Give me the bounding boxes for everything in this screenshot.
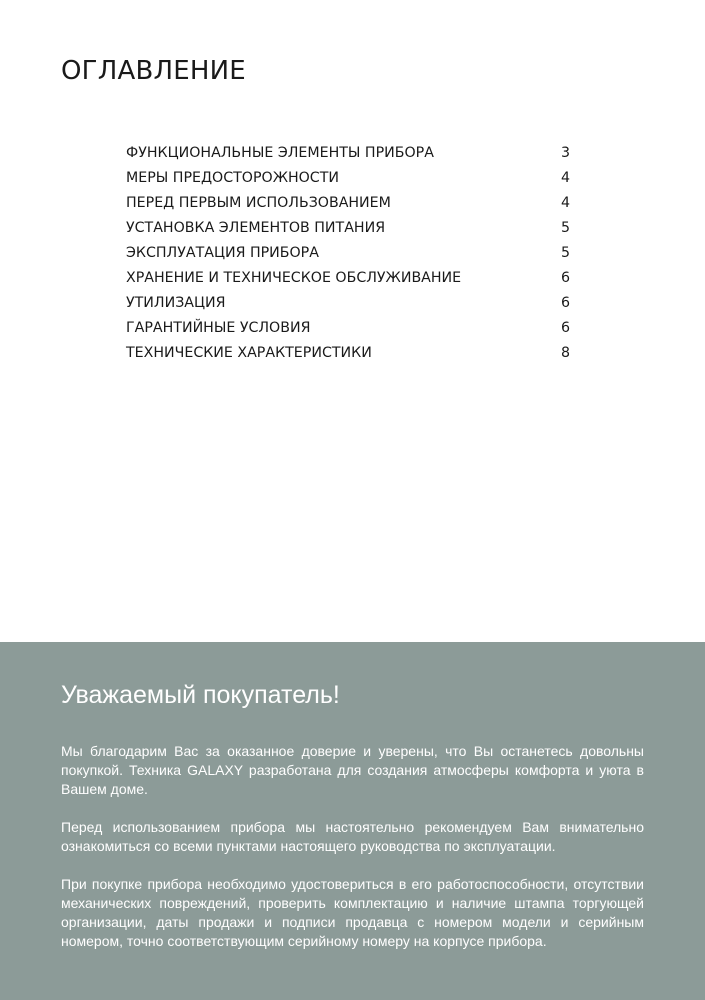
toc-entry[interactable] (126, 170, 570, 195)
toc-entry-page: 4 (560, 170, 570, 186)
toc-entry[interactable] (126, 270, 570, 295)
toc-entry-label: ПЕРЕД ПЕРВЫМ ИСПОЛЬЗОВАНИЕМ (126, 195, 391, 211)
page-title: ОГЛАВЛЕНИЕ (61, 56, 246, 86)
toc-entry-page: 6 (560, 270, 570, 286)
toc-entry-label: ХРАНЕНИЕ И ТЕХНИЧЕСКОЕ ОБСЛУЖИВАНИЕ (126, 270, 462, 286)
toc-entry[interactable] (126, 195, 570, 220)
table-of-contents (126, 145, 570, 370)
toc-entry-label: УТИЛИЗАЦИЯ (126, 295, 226, 311)
toc-entry-page: 6 (560, 320, 570, 336)
toc-entry-label: ТЕХНИЧЕСКИЕ ХАРАКТЕРИСТИКИ (126, 345, 372, 361)
greeting-paragraph: Перед использованием прибора мы настоятельно рекомендуем Вам внимательно ознакомиться со всеми пунктами настоящего руководства по эксплуатации. (61, 819, 644, 854)
toc-entry[interactable] (126, 295, 570, 320)
toc-entry-label: УСТАНОВКА ЭЛЕМЕНТОВ ПИТАНИЯ (126, 220, 386, 236)
greeting-title: Уважаемый покупатель! (61, 681, 340, 709)
greeting-paragraph: Мы благодарим Вас за оказанное доверие и уверены, что Вы останетесь довольны покупкой. Техника GALAXY разработана для создания атмосферы комфорта и уюта в Вашем доме. (61, 743, 644, 797)
toc-entry[interactable] (126, 220, 570, 245)
toc-entry-label: МЕРЫ ПРЕДОСТОРОЖНОСТИ (126, 170, 339, 186)
toc-entry-page: 4 (560, 195, 570, 211)
toc-entry-page: 3 (560, 145, 570, 161)
greeting-text (61, 742, 644, 970)
toc-entry-label: ГАРАНТИЙНЫЕ УСЛОВИЯ (126, 320, 311, 336)
greeting-paragraph: При покупке прибора необходимо удостовериться в его работоспособности, отсутствии механических повреждений, проверить комплектацию и наличие штампа торгующей организации, даты продажи и подписи продавца с номером модели и серийным номером, точно соответствующим серийному номеру на корпусе прибора. (61, 876, 644, 949)
toc-entry-page: 6 (560, 295, 570, 311)
toc-entry-page: 5 (560, 245, 570, 261)
toc-entry[interactable] (126, 245, 570, 270)
toc-entry-label: ЭКСПЛУАТАЦИЯ ПРИБОРА (126, 245, 319, 261)
toc-entry[interactable] (126, 345, 570, 370)
toc-entry-page: 5 (560, 220, 570, 236)
toc-entry-label: ФУНКЦИОНАЛЬНЫЕ ЭЛЕМЕНТЫ ПРИБОРА (126, 145, 434, 161)
toc-entry-page: 8 (560, 345, 570, 361)
toc-entry[interactable] (126, 145, 570, 170)
toc-entry[interactable] (126, 320, 570, 345)
greeting-panel (0, 642, 705, 1000)
